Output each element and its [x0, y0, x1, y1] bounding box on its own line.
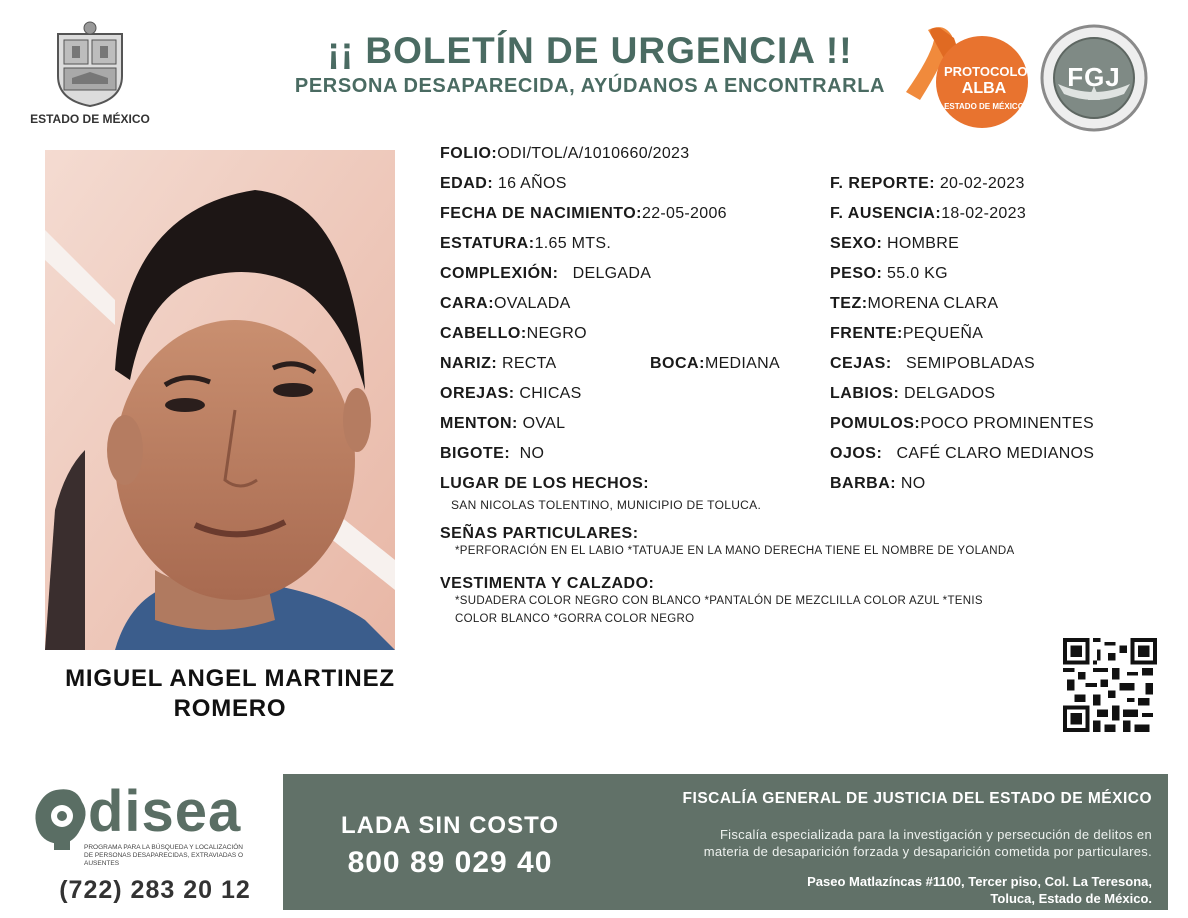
complexion-field — [440, 265, 651, 283]
nacimiento-field — [440, 205, 727, 223]
folio-label: FOLIO: — [440, 145, 498, 162]
folio-field — [440, 145, 689, 163]
protocolo-alba-logo — [900, 22, 1030, 132]
ojos-label: OJOS: — [830, 445, 883, 462]
pomulos-field — [830, 415, 1094, 433]
alba-line2: ALBA — [961, 80, 1007, 97]
lugar-value: SAN NICOLAS TOLENTINO, MUNICIPIO DE TOLUCA. — [451, 498, 762, 512]
ausencia-label: F. AUSENCIA: — [830, 205, 942, 222]
portrait-image — [45, 150, 395, 650]
bulletin-subtitle: PERSONA DESAPARECIDA, AYÚDANOS A ENCONTRARLA — [294, 75, 886, 97]
cara-value: OVALADA — [494, 295, 571, 312]
reporte-field — [830, 175, 1025, 193]
peso-label: PESO: — [830, 265, 883, 282]
boca-field — [650, 355, 780, 373]
sexo-field — [830, 235, 959, 253]
nariz-value: RECTA — [501, 355, 557, 372]
frente-label: FRENTE: — [830, 325, 903, 342]
fgj-footer-title: FISCALÍA GENERAL DE JUSTICIA DEL ESTADO DE MÉXICO — [682, 790, 1152, 807]
senas-label: SEÑAS PARTICULARES: — [440, 525, 639, 542]
cabello-label: CABELLO: — [440, 325, 527, 342]
boca-label: BOCA: — [650, 355, 705, 372]
cara-label: CARA: — [440, 295, 495, 312]
tez-value: MORENA CLARA — [867, 295, 999, 312]
cejas-label: CEJAS: — [830, 355, 892, 372]
qr-code-icon[interactable] — [1063, 638, 1157, 732]
complexion-value: DELGADA — [572, 265, 652, 282]
edad-label: EDAD: — [440, 175, 494, 192]
ausencia-value: 18-02-2023 — [941, 205, 1027, 222]
complexion-label: COMPLEXIÓN: — [440, 265, 559, 282]
cabello-value: NEGRO — [526, 325, 587, 342]
labios-field — [830, 385, 995, 403]
fgj-address-line1: Paseo Matlazíncas #1100, Tercer piso, Col. La Teresona, — [807, 874, 1152, 889]
menton-field — [440, 415, 565, 433]
orejas-value: CHICAS — [519, 385, 582, 402]
missing-person-photo — [45, 150, 395, 650]
alba-line3: ESTADO DE MÉXICO — [944, 102, 1024, 111]
ausencia-field — [830, 205, 1026, 223]
fgj-footer-description — [600, 826, 1152, 860]
pomulos-value: POCO PROMINENTES — [920, 415, 1094, 432]
fgj-seal — [1040, 24, 1148, 132]
nariz-label: NARIZ: — [440, 355, 498, 372]
boca-value: MEDIANA — [704, 355, 780, 372]
barba-field — [830, 475, 925, 493]
fgj-footer-address — [600, 873, 1152, 907]
odisea-tagline — [84, 844, 243, 868]
labios-label: LABIOS: — [830, 385, 900, 402]
nariz-field — [440, 355, 557, 373]
cejas-field — [830, 355, 1035, 373]
frente-field — [830, 325, 983, 343]
nacimiento-value: 22-05-2006 — [642, 205, 727, 222]
bigote-field — [440, 445, 544, 463]
cejas-value: SEMIPOBLADAS — [905, 355, 1035, 372]
tez-label: TEZ: — [830, 295, 868, 312]
sexo-value: HOMBRE — [887, 235, 960, 252]
menton-value: OVAL — [522, 415, 566, 432]
state-label: ESTADO DE MÉXICO — [30, 112, 150, 126]
ojos-field — [830, 445, 1094, 463]
odisea-phone[interactable]: (722) 283 20 12 — [59, 876, 251, 904]
ojos-value: CAFÉ CLARO MEDIANOS — [896, 445, 1095, 462]
barba-value: NO — [900, 475, 926, 492]
frente-value: PEQUEÑA — [902, 325, 984, 342]
edad-value: 16 AÑOS — [497, 175, 567, 192]
vestimenta-label: VESTIMENTA Y CALZADO: — [440, 575, 655, 592]
bulletin-title: ¡¡ BOLETÍN DE URGENCIA !! — [327, 30, 853, 71]
vestimenta-line1: *SUDADERA COLOR NEGRO CON BLANCO *PANTALÓN DE MEZCLILLA COLOR AZUL *TENIS — [455, 595, 983, 607]
sexo-label: SEXO: — [830, 235, 883, 252]
person-name — [30, 664, 430, 724]
reporte-label: F. REPORTE: — [830, 175, 936, 192]
estatura-field — [440, 235, 611, 253]
lada-label: LADA SIN COSTO — [340, 812, 559, 839]
odisea-wordmark: disea — [88, 779, 242, 844]
edad-field — [440, 175, 567, 193]
fgj-address-line2: Toluca, Estado de México. — [990, 891, 1152, 906]
odisea-logo — [32, 779, 272, 870]
peso-value: 55.0 KG — [887, 265, 948, 282]
fgj-desc-line1: Fiscalía especializada para la investigación y persecución de delitos en — [719, 827, 1152, 842]
odisea-tagline-line2: DE PERSONAS DESAPARECIDAS, EXTRAVIADAS O — [84, 852, 244, 859]
cara-field — [440, 295, 571, 313]
cabello-field — [440, 325, 587, 343]
odisea-tagline-line1: PROGRAMA PARA LA BÚSQUEDA Y LOCALIZACIÓN — [84, 844, 243, 851]
pomulos-label: POMULOS: — [830, 415, 921, 432]
person-name-line1: MIGUEL ANGEL MARTINEZ — [65, 665, 395, 692]
folio-value: ODI/TOL/A/1010660/2023 — [497, 145, 690, 162]
bigote-value: NO — [519, 445, 545, 462]
tez-field — [830, 295, 998, 313]
orejas-label: OREJAS: — [440, 385, 515, 402]
orejas-field — [440, 385, 582, 403]
fgj-logo-text: FGJ — [1067, 62, 1121, 92]
barba-label: BARBA: — [830, 475, 897, 492]
odisea-tagline-line3: AUSENTES — [84, 860, 120, 867]
reporte-value: 20-02-2023 — [939, 175, 1025, 192]
alba-line1: PROTOCOLO — [944, 64, 1028, 79]
lada-phone-number[interactable]: 800 89 029 40 — [347, 846, 553, 879]
menton-label: MENTON: — [440, 415, 518, 432]
estatura-value: 1.65 MTS. — [534, 235, 612, 252]
fgj-desc-line2: materia de desaparición forzada y desaparición cometida por particulares. — [703, 844, 1152, 859]
estatura-label: ESTATURA: — [440, 235, 535, 252]
peso-field — [830, 265, 948, 283]
vestimenta-line2: COLOR BLANCO *GORRA COLOR NEGRO — [455, 613, 695, 625]
nacimiento-label: FECHA DE NACIMIENTO: — [440, 205, 642, 222]
person-name-line2: ROMERO — [173, 695, 287, 722]
bigote-label: BIGOTE: — [440, 445, 511, 462]
estado-de-mexico-coat-of-arms-icon — [50, 20, 130, 108]
lugar-label: LUGAR DE LOS HECHOS: — [440, 475, 650, 492]
labios-value: DELGADOS — [904, 385, 996, 402]
senas-value: *PERFORACIÓN EN EL LABIO *TATUAJE EN LA MANO DERECHA TIENE EL NOMBRE DE YOLANDA — [455, 545, 1015, 557]
